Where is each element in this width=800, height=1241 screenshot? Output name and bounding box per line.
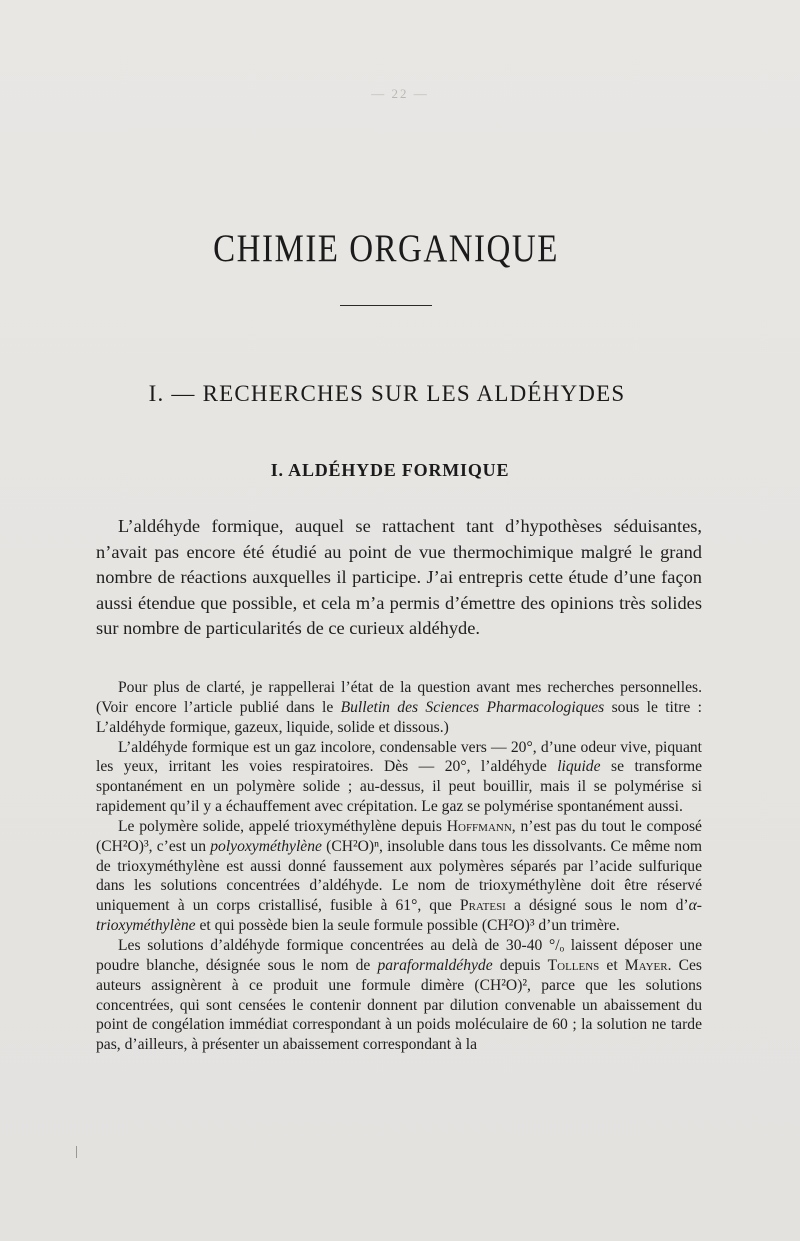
text-run: se transforme spontanément en un polymère solide ; au-dessus, il peut bouillir, mais il se polymérise si rapidement qu’il y a échauffement avec crépitation. Le gaz se polymérise spontanément aussi. (96, 758, 702, 816)
text-run: a désigné sous le nom d’ (505, 897, 689, 915)
subsection-heading: I. ALDÉHYDE FORMIQUE (270, 460, 510, 480)
text-run: , n’est pas du tout le composé (CH²O)³, c’est un (96, 817, 702, 855)
title-rule (340, 305, 432, 306)
emphasis: liquide (557, 758, 601, 776)
body-text (96, 678, 702, 1055)
text-run: sous le titre : L’aldéhyde formique, gazeux, liquide, solide et dissous.) (96, 698, 703, 736)
emphasis: polyoxyméthylène (210, 837, 322, 855)
author-name: Tollens (547, 956, 600, 974)
author-name: Mayer (624, 956, 668, 974)
author-name: Pratesi (459, 897, 506, 915)
intro-paragraph: L’aldéhyde formique, auquel se rattachent tant d’hypothèses séduisantes, n’avait pas encore été étudié au point de vue thermochimique malgré le grand nombre de réactions auxquelles il participe. J’ai entrepris cette étude d’une façon aussi étendue que possible, et cela m’a permis d’émettre des opinions très solides sur nombre de particularités de ce curieux aldéhyde. (96, 516, 702, 639)
text-run: (CH²O)ⁿ, insoluble dans tous les dissolvants. Ce même nom de trioxyméthylène est aussi donné faussement aux polymères séparés par l’acide sulfurique dans les solutions concentrées d’aldéhyde. Le nom de trioxyméthylène doit être réservé uniquement à un corps cristallisé, fusible à 61°, que (96, 837, 702, 915)
text-run: L’aldéhyde formique est un gaz incolore, condensable vers — 20°, d’une odeur vive, piquant les yeux, irritant les voies respiratoires. Dès — 20°, l’aldéhyde (96, 738, 702, 776)
text-run: . Ces auteurs assignèrent à ce produit une formule dimère (CH²O)², parce que les solutions concentrées, qui sont censées le contenir donnent par dilution convenable un abaissement du point de congélation immédiat correspondant à un poids moléculaire de 60 ; la solution ne tarde pas, d’ailleurs, à présenter un abaissement correspondant à la (96, 956, 702, 1054)
journal-title: Bulletin des Sciences Pharmacologiques (340, 698, 605, 716)
chapter-title: CHIMIE ORGANIQUE (213, 228, 559, 271)
section-heading: I. — RECHERCHES SUR LES ALDÉHYDES (148, 381, 626, 406)
text-run: Les solutions d’aldéhyde formique concentrées au delà de 30-40 °/ₒ laissent déposer une poudre blanche, désignée sous le nom de (96, 936, 702, 974)
emphasis: α-trioxyméthylène (96, 897, 702, 935)
paragraph-polymer (96, 817, 702, 936)
author-name: Hoffmann (446, 817, 512, 835)
text-run: et qui possède bien la seule formule possible (CH²O)³ d’un trimère. (195, 917, 620, 935)
paragraph-context (96, 678, 702, 738)
text-run: depuis (492, 956, 548, 974)
margin-mark (76, 1146, 77, 1158)
text-run: et (599, 956, 625, 974)
paragraph-solutions (96, 936, 702, 1055)
text-run: Le polymère solide, appelé trioxyméthylène depuis (118, 817, 447, 835)
emphasis: paraformaldéhyde (377, 956, 493, 974)
paragraph-gas (96, 738, 702, 817)
page-number: — 22 — (371, 86, 429, 101)
text-run: Pour plus de clarté, je rappellerai l’état de la question avant mes recherches personnelles. (Voir encore l’article publié dans le (96, 679, 702, 716)
